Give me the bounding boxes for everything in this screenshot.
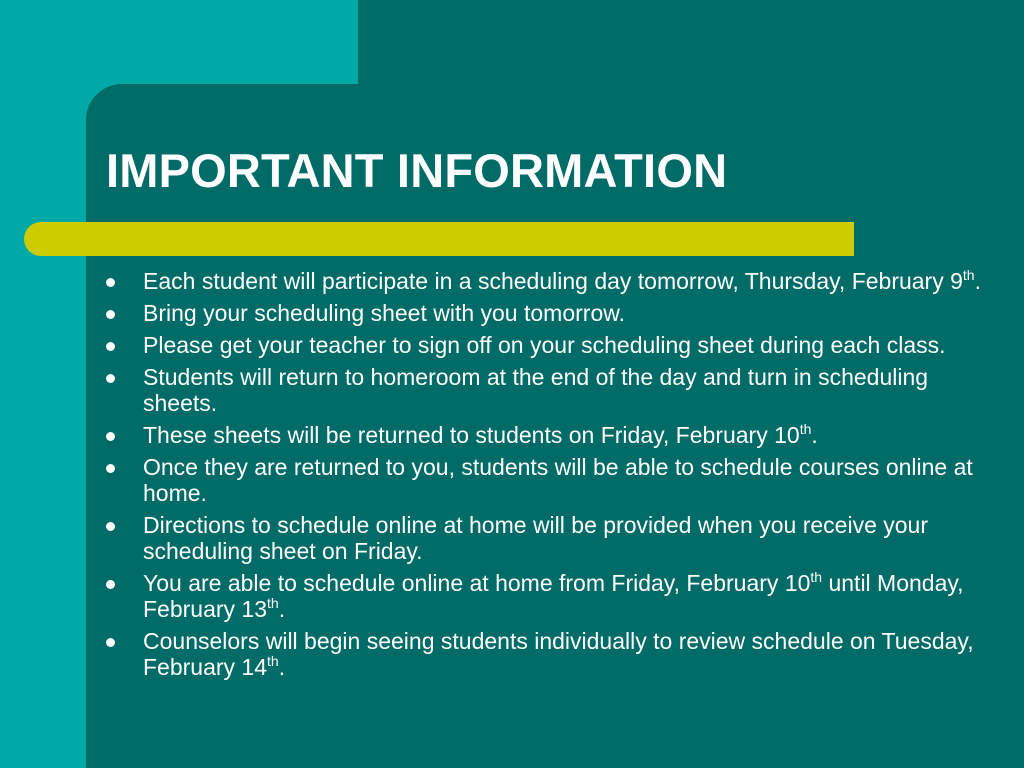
bullet-item — [104, 300, 984, 326]
bullet-end: . — [811, 422, 818, 448]
bullet-item — [104, 628, 984, 680]
bullet-item — [104, 512, 984, 564]
bullet-end: . — [278, 596, 286, 622]
bullet-item — [104, 364, 984, 416]
bullet-text: Each student will participate in a scheduling day tomorrow, Thursday, February 9 — [143, 268, 963, 294]
bullet-end: . — [278, 654, 286, 680]
bullet-text: Once they are returned to you, students will be able to schedule courses online at home. — [143, 454, 973, 506]
bullet-item — [104, 268, 984, 294]
bullet-text: You are able to schedule online at home from Friday, February 10 — [143, 570, 811, 596]
bullet-text: Directions to schedule online at home will be provided when you receive your scheduling sheet on Friday. — [143, 512, 928, 564]
ordinal-suffix: th — [267, 653, 279, 669]
bullet-dot-icon — [106, 638, 115, 647]
bullet-text: Please get your teacher to sign off on your scheduling sheet during each class. — [143, 332, 946, 358]
bullet-text: These sheets will be returned to students on Friday, February 10 — [143, 422, 800, 448]
bullet-text: Bring your scheduling sheet with you tomorrow. — [143, 300, 625, 326]
slide-title: IMPORTANT INFORMATION — [106, 144, 728, 197]
bullet-dot-icon — [106, 432, 115, 441]
bullet-item — [104, 570, 984, 622]
bullet-end: . — [974, 268, 981, 294]
ordinal-suffix: th — [267, 595, 279, 611]
bullet-dot-icon — [106, 278, 115, 287]
bullet-text: Students will return to homeroom at the end of the day and turn in scheduling sheets. — [143, 364, 929, 416]
bullet-item — [104, 422, 984, 448]
bullet-text-continued: until Monday, February 13 — [143, 570, 964, 622]
bullet-text: Counselors will begin seeing students individually to review schedule on Tuesday, February 14 — [143, 628, 974, 680]
bullet-dot-icon — [106, 464, 115, 473]
bullet-dot-icon — [106, 374, 115, 383]
bullet-item — [104, 454, 984, 506]
bullet-dot-icon — [106, 310, 115, 319]
ordinal-suffix: th — [810, 569, 823, 585]
ordinal-suffix: th — [962, 267, 975, 283]
bullet-dot-icon — [106, 342, 115, 351]
header-background-block — [358, 0, 1024, 84]
bullet-item — [104, 332, 984, 358]
bullet-dot-icon — [106, 580, 115, 589]
bullet-dot-icon — [106, 522, 115, 531]
bullet-list — [104, 268, 984, 686]
accent-bar — [24, 222, 854, 256]
ordinal-suffix: th — [799, 421, 812, 437]
